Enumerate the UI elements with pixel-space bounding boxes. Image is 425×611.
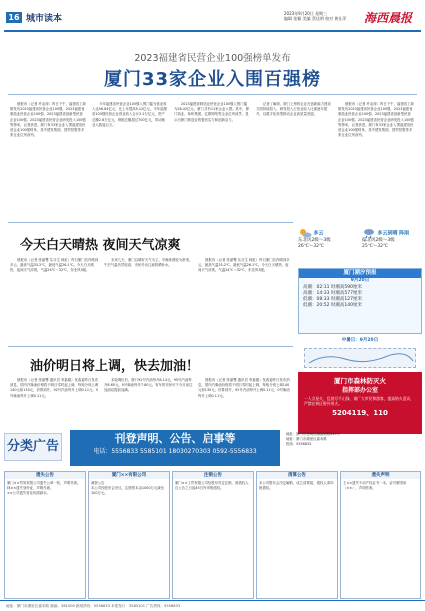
classified-line: ××公司遗失营业执照副本。	[7, 491, 50, 496]
page-number-badge: 16	[6, 12, 22, 23]
ad-phone: 电话：5556833 5585101 18030270303 0592-5556833	[93, 448, 257, 455]
tomorrow-range: 25℃～32℃	[362, 244, 389, 249]
fire-subtitle: 指挥部办公室	[341, 387, 378, 394]
tide-line: 低潮：20:52 时潮高140厘米	[303, 303, 362, 308]
fire-prevention-notice	[298, 372, 422, 434]
ad-contact-line: 热线：5556833	[286, 442, 312, 447]
classified-line: 王××遗失不动产权证书一本，证号厦国用（××），声明作废。	[343, 481, 407, 491]
tide-title: 厦门潮汐预报	[299, 269, 421, 278]
classified-body	[341, 479, 420, 493]
classified-line: 厦门××贸易有限公司遗失公章一枚，声明作废。	[7, 481, 81, 485]
weather-column-1	[10, 258, 100, 274]
footer-text: 地址：厦门市湖里区嘉禾路 邮编：361000 新闻热线：5556833 本报发行：5585101 广告热线：5556833	[6, 604, 181, 608]
classified-line: 减资公告	[91, 481, 105, 485]
classified-heading: 遗失公告	[5, 472, 85, 479]
oil-column-2	[104, 378, 194, 394]
forecast-today	[298, 228, 358, 250]
classified-line: 本公司经股东会决议，注册资本由1000万元减至100万元。	[91, 486, 165, 496]
weather-map-graphic	[304, 348, 416, 368]
section-title: 城市读本	[26, 14, 63, 24]
weather-column-2	[104, 258, 194, 268]
sun-cloud-icon	[298, 228, 312, 238]
classified-box	[256, 471, 338, 599]
weather-headline: 今天白天晴热 夜间天气凉爽	[20, 238, 181, 253]
classified-body	[173, 479, 253, 493]
tide-line: 高潮：14:33 时潮高577厘米	[303, 291, 362, 296]
lead-headline: 厦门33家企业入围百强榜	[103, 69, 322, 90]
ad-title: 刊登声明、公告、启事等	[114, 432, 236, 445]
lead-column-4	[256, 102, 332, 118]
today-wind: 东北风2级～3级	[298, 238, 331, 243]
lead-kicker: 2023福建省民营企业100强榜单发布	[134, 53, 291, 64]
weather-panel	[298, 228, 422, 417]
classified-heading: 遗失声明	[341, 472, 420, 479]
classified-line: 本公司股东会决定解散，成立清算组，债权人请申报债权。	[259, 481, 334, 491]
lead-paragraph: 晨报讯（记者 许金萍）昨日下午，福建省工商联发布2023福建省民营企业100强、2023福建省制造业民营企业100强、2023福建省创新型民营企业100强。2023福建省民营企业研发投入100强等榜单，记者获悉，厦门有33家企业入围福建省民营企业100强榜单，其中建发集团、国贸控股等多家企业位列前列。	[338, 102, 414, 138]
tomorrow-condition: 多云到晴 阵雨	[377, 230, 410, 237]
oil-column-3	[198, 378, 290, 399]
page-header	[0, 0, 425, 34]
tide-line: 低潮：08:33 时潮高127厘米	[303, 297, 362, 302]
forecast-tomorrow	[362, 228, 422, 250]
today-range: 26℃～32℃	[298, 244, 325, 249]
classified-box	[172, 471, 254, 599]
oil-paragraph: 晨报讯（记者 张丽鹭 通讯员 李嘉健）发改委昨日发布消息，国内汽柴油价格将于明日零时起上调，每吨分别上调140元和135元，折算到升，92号汽油每升上调0.11元，0号柴油每升上调0.11元。	[198, 378, 290, 398]
ad-contact-info	[286, 432, 420, 464]
rain-cloud-icon	[362, 228, 376, 238]
oil-headline: 油价明日将上调，快去加油！	[30, 359, 200, 374]
section-divider	[8, 222, 293, 223]
lead-column-2	[92, 102, 168, 128]
classified-heading: 厦门××有限公司	[89, 472, 169, 479]
lead-paragraph: 今年福建省民营企业100强入围门槛为营业收入达56.64亿元，比上年提高5.12亿元。今年福建省100强民营企业营业收入合计2.2万亿元，资产总额2.8万亿元，纳税总额超过700亿元，带动就业人数逾百万。	[92, 102, 167, 127]
oil-column-1	[10, 378, 100, 399]
tide-forecast	[298, 268, 422, 334]
lead-column-5	[338, 102, 414, 138]
tide-lines	[299, 284, 421, 310]
editor-line: 编辑 张颖 美编 蔡佳明 校对 黄仕萍	[284, 16, 347, 21]
heat-note: 中暑日：9月20日	[341, 338, 379, 343]
lead-paragraph: 晨报讯（记者 许金萍）昨日下午，福建省工商联发布2023福建省民营企业100强、2023福建省制造业民营企业100强、2023福建省创新型民营企业100强。2023福建省民营企业研发投入100强等榜单，记者获悉，厦门有33家企业入围福建省民营企业100强榜单，其中建发集团、国贸控股等多家企业位列前列。	[10, 102, 86, 138]
classified-body	[89, 479, 169, 499]
section-divider	[8, 346, 293, 347]
fire-text: 一人点星火，乱烧尽千山绿，请广大市民和游客，提高防火意识，严禁在林区野外用火。	[304, 396, 415, 406]
lead-paragraph: 记者了解到，厦门上榜的企业在创新能力建设方面持续投入，研发投入占营业收入比重逐年提升，以数字化转型推动企业高质量发展。	[256, 102, 331, 117]
classified-box	[88, 471, 170, 599]
fire-phone: 5204119、110	[332, 409, 388, 417]
today-condition: 多云	[313, 230, 324, 237]
headline-rule	[8, 94, 417, 95]
lead-column-3	[174, 102, 250, 123]
oil-paragraph: 晨报讯（记者 张丽鹭 通讯员 李嘉健）发改委昨日发布消息，国内汽柴油价格将于明日零时起上调，每吨分别上调140元和135元，折算到升，92号汽油每升上调0.11元，0号柴油每升上调0.11元。	[10, 378, 99, 398]
weather-column-3	[198, 258, 290, 274]
header-rule	[4, 30, 421, 32]
weather-paragraph: 晨报讯（记者 张丽鹭 实习生 林虹）昨日厦门岛内晴到多云，最高气温33.2℃，最低气温26.1℃。今天白天晴热，夜间天气凉爽，气温24℃～32℃，东北风3级。	[10, 258, 99, 273]
classified-body	[257, 479, 337, 493]
classified-line: 林××遗失身份证，声明作废。	[7, 486, 54, 491]
ad-contact-line: 地址：厦门市思明区湖滨南路819号	[286, 432, 340, 436]
classified-box	[340, 471, 421, 599]
fire-title: 厦门市森林防灭火	[334, 377, 386, 385]
classified-heading: 清算公告	[257, 472, 337, 479]
classified-ads-label: 分类广告	[4, 433, 62, 461]
lead-column-1	[10, 102, 86, 138]
page-footer	[0, 600, 425, 611]
classified-line: 厦门××工贸有限公司经股东决定注销，请债权人自公告之日起45日内申报债权。	[175, 481, 249, 491]
tomorrow-wind: 偏北风2级～3级	[362, 238, 395, 243]
classified-box	[4, 471, 86, 599]
tide-date: 9月20日	[350, 278, 370, 283]
classified-heading: 注销公告	[173, 472, 253, 479]
tide-line: 高潮：02:11 时潮高590厘米	[303, 285, 362, 290]
oil-paragraph: 本轮调价后，厦门92号汽油每升8.14元，95号汽油每升8.65元，0号柴油每升7.80元。有车的市民可于今日前往加油站提前加满。	[104, 378, 193, 393]
ad-banner	[70, 430, 280, 466]
issue-date	[284, 11, 346, 21]
date-text: 2023年9月20日 星期三	[284, 11, 328, 16]
lead-paragraph: 2023福建省制造业民营企业100强入围门槛为28.42亿元，厦门共有11家企业入围。其中，厦门钨业、象屿集团、亿联网络等企业位列前茅，显示出厦门制造业的强劲实力和创新活力。	[174, 102, 250, 122]
classified-body	[5, 479, 85, 499]
ad-contact-line: 地址：厦门市湖里区嘉禾路	[286, 437, 327, 442]
newspaper-logo: 海西晨报	[364, 11, 413, 25]
weather-paragraph: 未来几天，厦门以晴好天气为主，早晚体感较为舒适，午后气温仍然较高，市民外出注意防晒补水。	[104, 258, 193, 268]
weather-paragraph: 晨报讯（记者 张丽鹭 实习生 林虹）昨日厦门岛内晴到多云，最高气温33.2℃，最低气温26.1℃。今天白天晴热，夜间天气凉爽，气温24℃～32℃，东北风3级。	[198, 258, 290, 273]
